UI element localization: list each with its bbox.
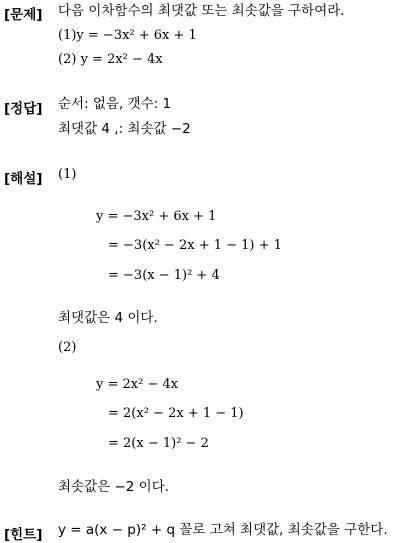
problem-statement: 다음 이차함수의 최댓값 또는 최솟값을 구하여라. [58,3,345,19]
solution-part-1-line-2: = −3(x² − 2x + 1 − 1) + 1 [108,238,282,253]
solution-part-1-label: (1) [58,167,77,182]
solution-label: [해설] [4,171,43,187]
solution-part-1-conclusion: 최댓값은 4 이다. [58,310,158,326]
problem-item-2 [58,53,163,66]
solution-part-1-line-3: = −3(x − 1)² + 4 [108,268,220,283]
problem-item-1 [58,29,197,42]
answer-label: [정답] [4,101,43,117]
hint-text: y = a(x − p)² + q 꼴로 고쳐 최댓값, 최솟값을 구한다. [58,522,388,538]
solution-part-2-conclusion: 최솟값은 −2 이다. [58,479,170,495]
solution-part-2-line-2: = 2(x² − 2x + 1 − 1) [108,406,244,421]
problem-item-2-prefix: (2) [58,52,77,67]
answer-line-2: 최댓값 4 ,: 최솟값 −2 [58,121,191,137]
solution-part-2-line-3: = 2(x − 1)² − 2 [108,436,209,451]
solution-part-1-line-1: y = −3x² + 6x + 1 [96,209,217,224]
hint-label: [힌트] [4,527,43,543]
problem-item-1-expr: y = −3x² + 6x + 1 [76,28,197,43]
problem-item-2-expr: y = 2x² − 4x [80,52,163,67]
problem-label: [문제] [4,7,43,23]
problem-item-1-prefix: (1) [58,28,77,43]
solution-part-2-line-1: y = 2x² − 4x [96,377,179,392]
answer-line-1: 순서: 없음, 갯수: 1 [58,96,172,112]
solution-part-2-label: (2) [58,340,77,355]
